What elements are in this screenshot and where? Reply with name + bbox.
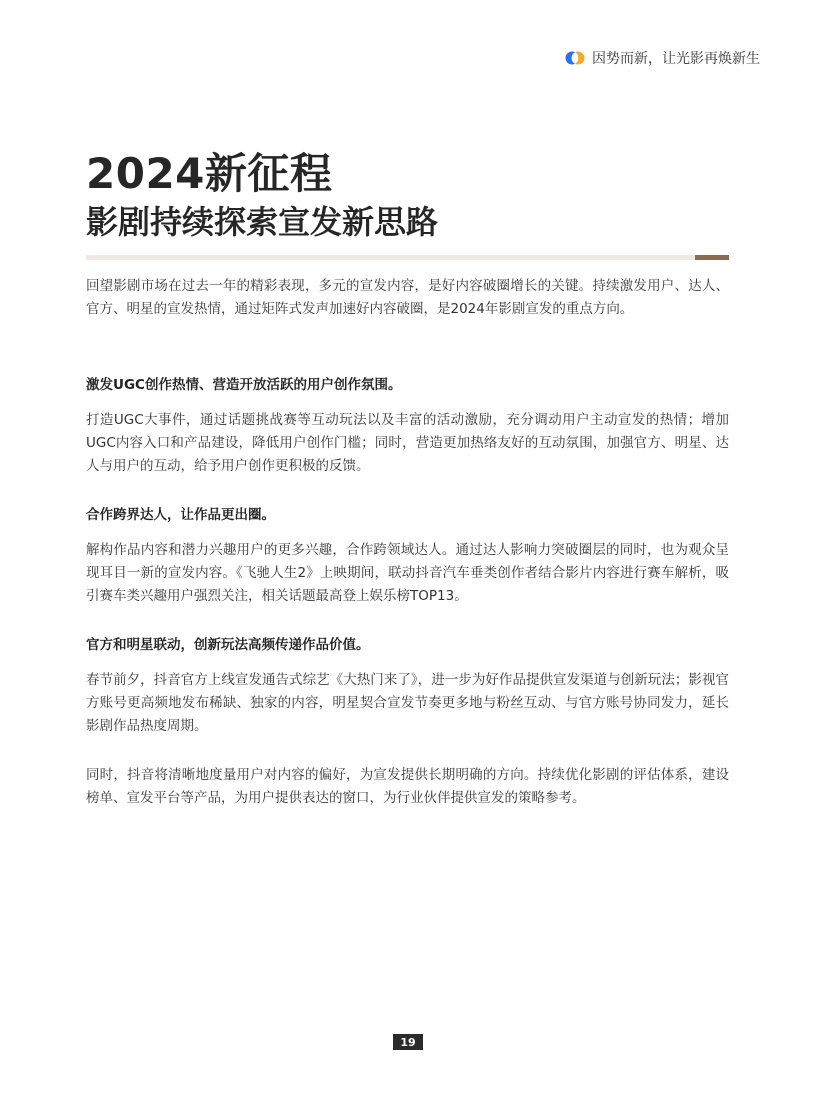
section-heading: 激发UGC创作热情、营造开放活跃的用户创作氛围。 <box>86 377 402 393</box>
article-body <box>86 275 729 810</box>
title-divider <box>86 255 729 260</box>
page-subtitle: 影剧持续探索宣发新思路 <box>86 203 439 241</box>
two-circle-logo-icon <box>565 50 585 66</box>
page-title: 2024新征程 <box>86 149 333 198</box>
intro-paragraph: 回望影剧市场在过去一年的精彩表现，多元的宣发内容，是好内容破圈增长的关键。持续激发用户、达人、官方、明星的宣发热情，通过矩阵式发声加速好内容破圈，是2024年影剧宣发的重点方向。 <box>86 278 729 317</box>
page-number: 19 <box>393 1034 423 1050</box>
section-paragraph: 解构作品内容和潜力兴趣用户的更多兴趣，合作跨领域达人。通过达人影响力突破圈层的同时，也为观众呈现耳目一新的宣发内容。《飞驰人生2》上映期间，联动抖音汽车垂类创作者结合影片内容进行赛车解析，吸引赛车类兴趣用户强烈关注，相关话题最高登上娱乐榜TOP13。 <box>86 542 729 604</box>
section-paragraph: 春节前夕，抖音官方上线宣发通告式综艺《大热门来了》，进一步为好作品提供宣发渠道与创新玩法；影视官方账号更高频地发布稀缺、独家的内容，明星契合宣发节奏更多地与粉丝互动、与官方账号协同发力，延长影剧作品热度周期。 <box>86 672 729 734</box>
header-tagline-group <box>565 48 760 68</box>
section-heading: 合作跨界达人，让作品更出圈。 <box>86 507 275 523</box>
divider-accent <box>695 255 729 260</box>
section-heading: 官方和明星联动，创新玩法高频传递作品价值。 <box>86 637 370 653</box>
closing-paragraph: 同时，抖音将清晰地度量用户对内容的偏好，为宣发提供长期明确的方向。持续优化影剧的评估体系，建设榜单、宣发平台等产品，为用户提供表达的窗口，为行业伙伴提供宣发的策略参考。 <box>86 767 729 806</box>
section-paragraph: 打造UGC大事件，通过话题挑战赛等互动玩法以及丰富的活动激励，充分调动用户主动宣发的热情；增加UGC内容入口和产品建设，降低用户创作门槛；同时，营造更加热络友好的互动氛围，加强官方、明星、达人与用户的互动，给予用户创作更积极的反馈。 <box>86 412 729 474</box>
header-tagline: 因势而新，让光影再焕新生 <box>592 51 760 67</box>
